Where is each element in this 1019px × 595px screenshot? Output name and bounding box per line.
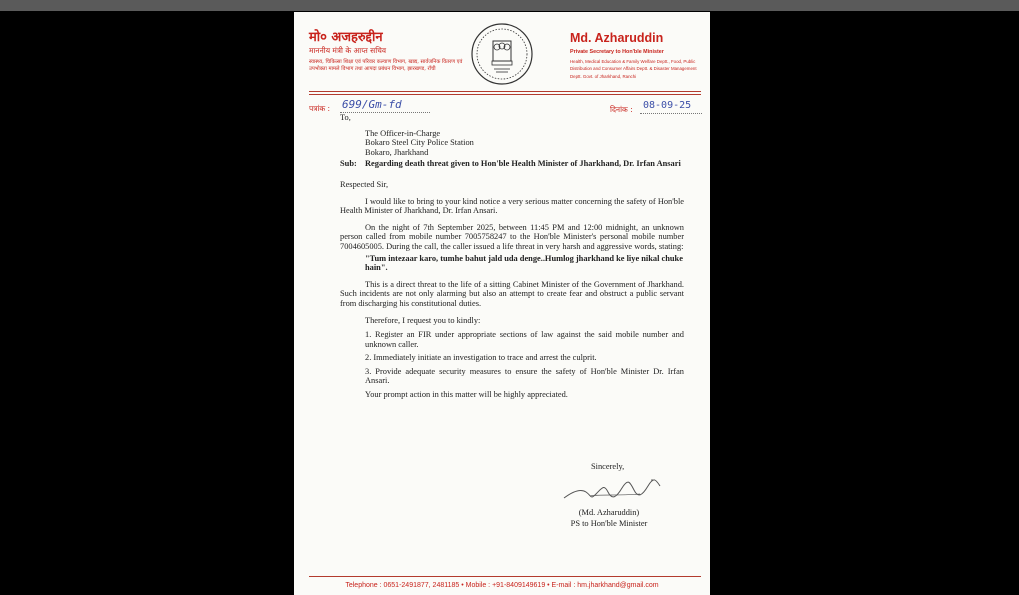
signer-title: PS to Hon'ble Minister: [570, 518, 648, 528]
english-departments: Health, Medical Education & Family Welfare Deptt., Food, Public Distribution and Consumer Affairs Deptt. & Disaster Management Deptt. Govt. of Jharkhand, Ranchi: [570, 59, 697, 79]
paragraph-seriousness: This is a direct threat to the life of a sitting Cabinet Minister of the Government of Jharkhand. Such incidents are not only alarming but also an attempt to create fear and obstruct a public servant from discharging his constitutional duties.: [340, 279, 684, 308]
date-value: 08-09-25: [643, 100, 692, 111]
sign-off: Sincerely,: [591, 462, 625, 471]
footer-contact: Telephone : 0651-2491877, 2481185 • Mobile : +91-8409149619 • E-mail : hm.jharkhand@gmail.com: [345, 582, 659, 589]
reference-label: पत्रांक :: [309, 104, 331, 113]
header-divider-thin: [309, 94, 701, 95]
request-item: 2. Immediately initiate an investigation to trace and arrest the culprit.: [365, 353, 597, 363]
hindi-title: माननीय मंत्री के आप्त सचिव: [309, 46, 387, 55]
subject-label: Sub:: [340, 159, 357, 169]
subject-line: [340, 159, 684, 169]
recipient-to: To,: [340, 113, 351, 122]
address-line: Bokaro, Jharkhand: [365, 147, 429, 157]
request-item: 3. Provide adequate security measures to ensure the safety of Hon'ble Minister Dr. Irfan Ansari.: [365, 366, 684, 386]
paragraph-incident: On the night of 7th September 2025, between 11:45 PM and 12:00 midnight, an unknown person called from mobile number 7005758247 to the Hon'ble Minister's personal mobile number 7004605005. During the call, the caller issued a life threat in very harsh and aggressive words, stating:: [340, 222, 684, 251]
recipient-address: [365, 129, 684, 158]
threat-quote: "Tum intezaar karo, tumhe bahut jald uda denge..Humlog jharkhand ke liye nikal chuke hain".: [365, 253, 683, 273]
subject-text: Regarding death threat given to Hon'ble Health Minister of Jharkhand, Dr. Irfan Ansari: [365, 159, 681, 169]
address-line: Bokaro Steel City Police Station: [365, 138, 474, 148]
viewer-top-bar: [0, 0, 1019, 11]
signer-name: (Md. Azharuddin): [578, 508, 640, 517]
letter-page: [294, 12, 710, 595]
closing-line: Your prompt action in this matter will be highly appreciated.: [365, 390, 568, 400]
paragraph-request: Therefore, I request you to kindly:: [365, 315, 481, 325]
handwritten-signature: [560, 474, 670, 504]
header-divider: [309, 91, 701, 92]
signer-block: [561, 508, 657, 529]
salutation: Respected Sir,: [340, 179, 389, 189]
state-emblem-icon: [470, 22, 534, 86]
english-name: Md. Azharuddin: [570, 31, 664, 45]
hindi-departments: स्वास्थ्य, चिकित्सा शिक्षा एवं परिवार कल्याण विभाग, खाद्य, सार्वजनिक वितरण एवं उपभोक्ता मामले विभाग तथा आपदा प्रबंधन विभाग, झारखण्ड, राँची: [309, 59, 463, 72]
date-label: दिनांक :: [610, 105, 633, 114]
footer-divider: [309, 576, 701, 577]
request-item: 1. Register an FIR under appropriate sections of law against the said mobile number and unknown caller.: [365, 330, 684, 349]
reference-number: 699/Gm-fd: [342, 98, 402, 111]
letter-body: [340, 113, 684, 400]
paragraph-intro: I would like to bring to your kind notice a very serious matter concerning the safety of Hon'ble Health Minister of Jharkhand, Dr. Irfan Ansari.: [340, 196, 684, 216]
address-line: The Officer-in-Charge: [365, 128, 441, 138]
english-title: Private Secretary to Hon'ble Minister: [570, 49, 664, 55]
hindi-name: मो० अजहरुद्दीन: [309, 30, 383, 45]
